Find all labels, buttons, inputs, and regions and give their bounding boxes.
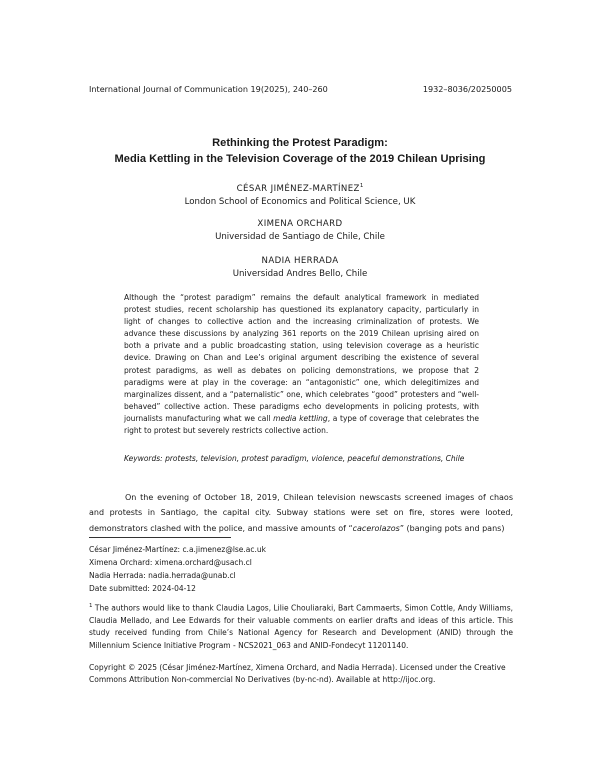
footnote — [89, 600, 513, 652]
author-block-2 — [0, 218, 600, 244]
author-contacts — [89, 543, 266, 595]
contact-line: César Jiménez-Martínez: c.a.jimenez@lse.ac.uk — [89, 545, 267, 554]
title-line-2: Media Kettling in the Television Coverage of the 2019 Chilean Uprising — [114, 152, 486, 165]
footnote-text: The authors would like to thank Claudia Lagos, Lilie Chouliaraki, Bart Cammaerts, Simon Cottle, Andy Williams, Claudia Mellado, and Lee Edwards for their valuable comments on earlier drafts and ideas of this article. This study received funding from Chile’s National Agency for Research and Development (ANID) through the Millennium Science Initiative Program - NCS2021_063 and ANID-Fondecyt 11201140. — [89, 603, 513, 650]
author-name: NADIA HERRADA — [261, 256, 339, 266]
author-affiliation: Universidad Andres Bello, Chile — [232, 269, 368, 280]
keywords: Keywords: protests, television, protest paradigm, violence, peaceful demonstrations, Chile — [124, 454, 465, 463]
footnote-divider — [89, 537, 231, 538]
footnote-mark[interactable]: 1 — [359, 183, 364, 189]
paper-title — [0, 136, 600, 167]
date-submitted: Date submitted: 2024-04-12 — [89, 584, 196, 593]
journal-header: International Journal of Communication 19(2025), 240–260 — [89, 84, 328, 94]
author-name: XIMENA ORCHARD — [257, 219, 343, 229]
contact-line: Ximena Orchard: ximena.orchard@usach.cl — [89, 558, 252, 567]
abstract-italic-term: media kettling — [273, 413, 328, 423]
body-paragraph — [89, 490, 513, 536]
body-text: On the evening of October 18, 2019, Chilean television newscasts screened images of chaos and protests in Santiago, the capital city. Subway stations were set on fire, stores were looted, demonstrators clashed with the police, and massive amounts of “ — [89, 493, 513, 533]
abstract-text: Although the “protest paradigm” remains the default analytical framework in mediated protest studies, recent scholarship has questioned its explanatory capacity, particularly in light of changes to collective action and the increasing criminalization of protests. We advance these discussions by analyzing 361 reports on the 2019 Chilean uprising aired on both a private and a public broadcasting station, using television coverage as a heuristic device. Drawing on Chan and Lee’s original argument describing the existence of several protest paradigms, as well as debates on policing demonstrations, we propose that 2 paradigms were at play in the coverage: an “antagonistic” one, which delegitimizes and marginalizes dissent, and a “paternalistic” one, which celebrates “good” protesters and “well-behaved” collective action. These paradigms echo developments in policing protests, with journalists manufacturing what we call — [124, 293, 479, 423]
body-text-end: ” (banging pots and pans) — [399, 523, 505, 533]
author-block-3 — [0, 255, 600, 281]
title-line-1: Rethinking the Protest Paradigm: — [212, 137, 388, 149]
author-block-1 — [0, 180, 600, 209]
footnote-number: 1 — [89, 603, 93, 609]
abstract — [124, 292, 479, 437]
author-affiliation: London School of Economics and Political Science, UK — [184, 197, 416, 208]
issn-header: 1932–8036/20250005 — [422, 84, 512, 94]
abstract-text-end: , a type of coverage that celebrates the right to protest but severely restricts collective action. — [124, 413, 479, 436]
copyright-notice: Copyright © 2025 (César Jiménez-Martínez, Ximena Orchard, and Nadia Herrada). Licensed under the Creative Commons Attribution Non-commercial No Derivatives (by-nc-nd). Available at http://ijoc.org. — [89, 663, 506, 685]
author-affiliation: Universidad de Santiago de Chile, Chile — [215, 232, 385, 243]
contact-line: Nadia Herrada: nadia.herrada@unab.cl — [89, 571, 236, 580]
author-name: CÉSAR JIMÉNEZ-MARTÍNEZ — [236, 183, 360, 194]
body-italic-term: cacerolazos — [352, 523, 400, 533]
